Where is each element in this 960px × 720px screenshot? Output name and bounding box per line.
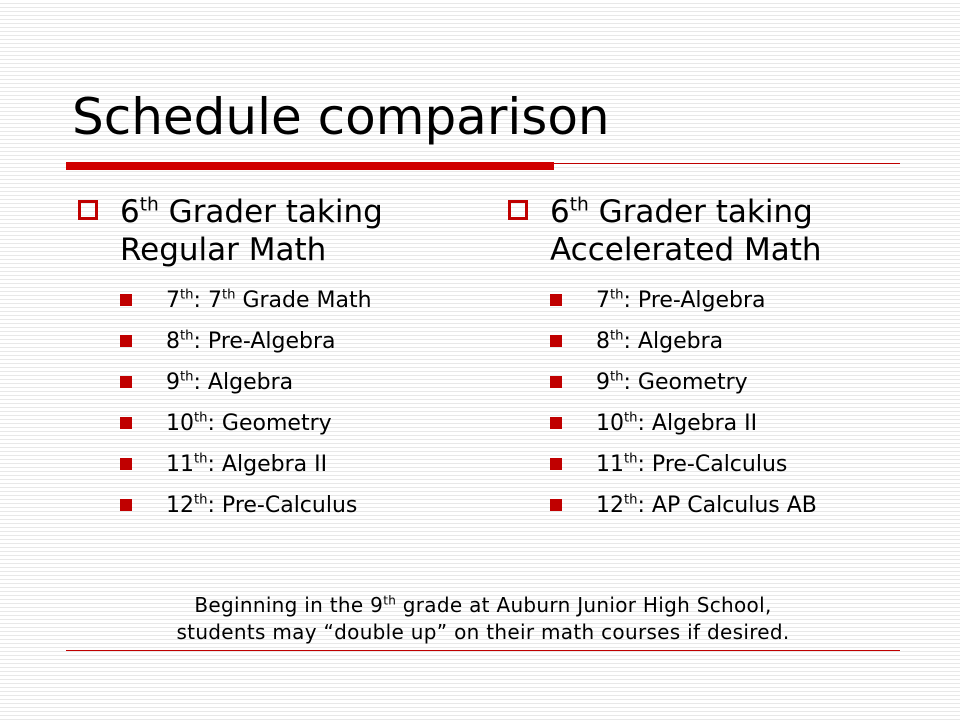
list-item: 7th: 7th Grade Math [78,289,458,330]
hollow-square-bullet-icon [78,200,98,220]
list-item: 11th: Algebra II [78,453,458,494]
square-bullet-icon [550,499,562,511]
list-item: 9th: Geometry [508,371,928,412]
list-item: 12th: AP Calculus AB [508,494,928,535]
square-bullet-icon [120,376,132,388]
list-item: 12th: Pre-Calculus [78,494,458,535]
square-bullet-icon [120,294,132,306]
footer-note: Beginning in the 9th grade at Auburn Junior High School, students may “double up” on their math courses if desired. [176,593,790,644]
square-bullet-icon [120,499,132,511]
slide-title: Schedule comparison [72,88,610,146]
left-course-list [78,289,458,535]
square-bullet-icon [550,294,562,306]
list-item: 8th: Algebra [508,330,928,371]
square-bullet-icon [550,458,562,470]
list-item: 7th: Pre-Algebra [508,289,928,330]
square-bullet-icon [550,417,562,429]
hollow-square-bullet-icon [508,200,528,220]
square-bullet-icon [120,417,132,429]
title-accent-bar [66,162,554,170]
list-item: 8th: Pre-Algebra [78,330,458,371]
left-heading: 6th Grader taking Regular Math [78,193,458,269]
list-item: 10th: Geometry [78,412,458,453]
right-column [508,193,928,535]
square-bullet-icon [120,335,132,347]
footer-rule [66,650,900,651]
right-heading: 6th Grader taking Accelerated Math [508,193,928,269]
square-bullet-icon [120,458,132,470]
square-bullet-icon [550,376,562,388]
list-item: 9th: Algebra [78,371,458,412]
square-bullet-icon [550,335,562,347]
right-course-list [508,289,928,535]
list-item: 10th: Algebra II [508,412,928,453]
left-column [78,193,458,535]
list-item: 11th: Pre-Calculus [508,453,928,494]
